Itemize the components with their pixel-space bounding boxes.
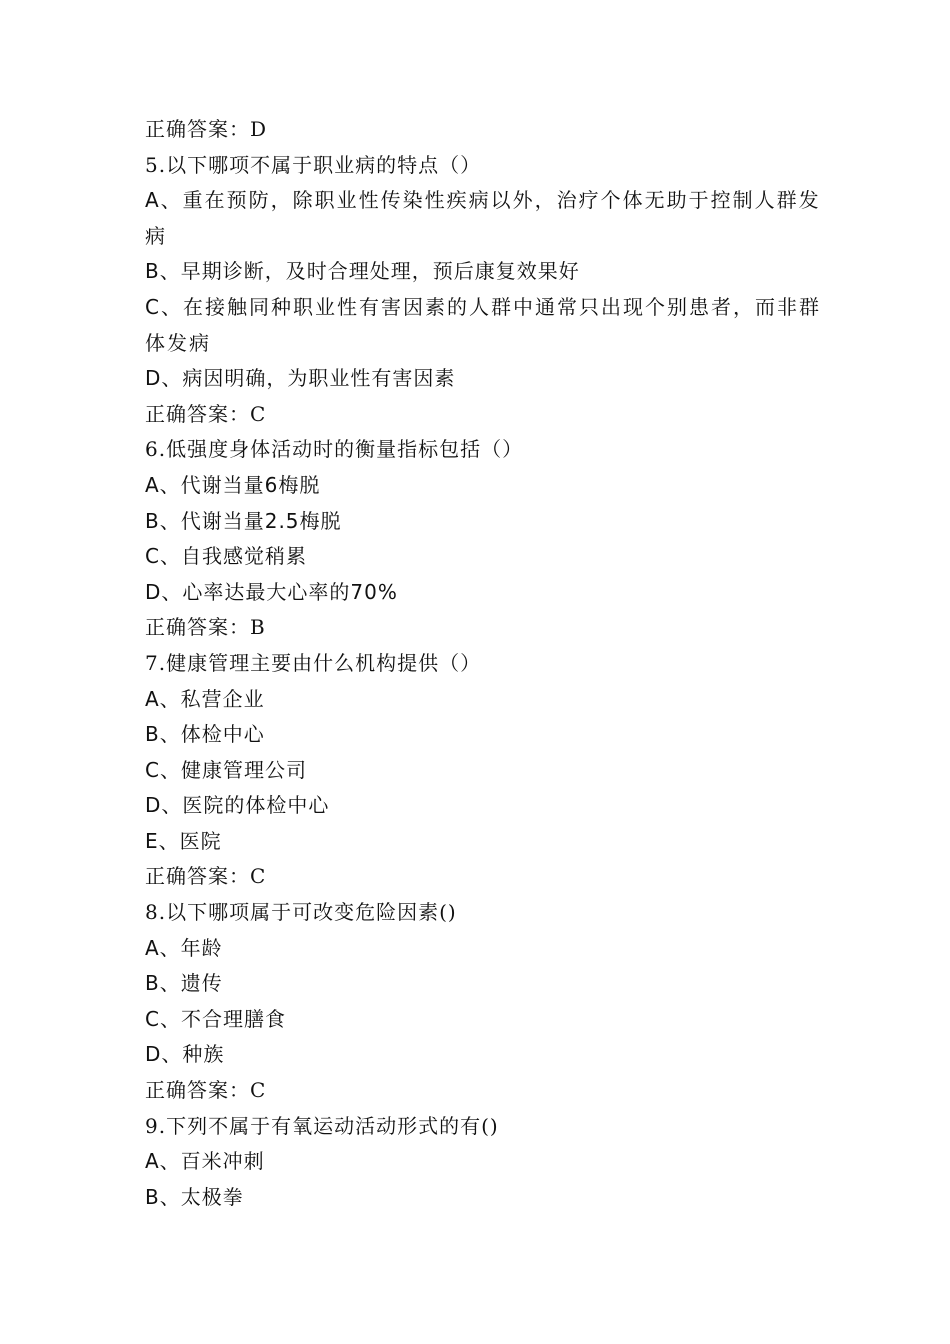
question-5: 5.以下哪项不属于职业病的特点（）	[145, 152, 482, 177]
answer-6: 正确答案：B	[145, 615, 266, 640]
option-9-b: B、太极拳	[145, 1184, 244, 1209]
option-8-a: A、年龄	[145, 935, 223, 960]
document-page	[145, 112, 825, 1215]
option-9-a: A、百米冲刺	[145, 1149, 265, 1174]
option-6-c: C、自我感觉稍累	[145, 544, 307, 569]
answer-line: 正确答案：D	[145, 117, 268, 141]
option-5-d: D、病因明确，为职业性有害因素	[145, 366, 456, 391]
option-8-d: D、种族	[145, 1042, 225, 1067]
question-7: 7.健康管理主要由什么机构提供（）	[145, 650, 482, 675]
answer-7: 正确答案：C	[145, 864, 267, 889]
option-7-a: A、私营企业	[145, 686, 265, 711]
option-6-a: A、代谢当量6梅脱	[145, 472, 321, 497]
option-7-c: C、健康管理公司	[145, 757, 307, 782]
option-7-d: D、医院的体检中心	[145, 793, 330, 818]
answer-5: 正确答案：C	[145, 401, 267, 426]
answer-8: 正确答案：C	[145, 1078, 267, 1103]
option-8-b: B、遗传	[145, 971, 223, 996]
option-5-a: A、重在预防，除职业性传染性疾病以外，治疗个体无助于控制人群发病	[145, 188, 821, 248]
option-6-b: B、代谢当量2.5梅脱	[145, 508, 342, 533]
option-7-e: E、医院	[145, 828, 222, 853]
option-5-c: C、在接触同种职业性有害因素的人群中通常只出现个别患者，而非群体发病	[145, 294, 821, 355]
question-9: 9.下列不属于有氧运动活动形式的有()	[145, 1113, 499, 1138]
option-8-c: C、不合理膳食	[145, 1006, 286, 1031]
option-7-b: B、体检中心	[145, 722, 265, 747]
option-6-d: D、心率达最大心率的70%	[145, 579, 398, 604]
option-5-b: B、早期诊断，及时合理处理，预后康复效果好	[145, 259, 580, 284]
question-8: 8.以下哪项属于可改变危险因素()	[145, 900, 457, 925]
question-6: 6.低强度身体活动时的衡量指标包括（）	[145, 437, 524, 462]
